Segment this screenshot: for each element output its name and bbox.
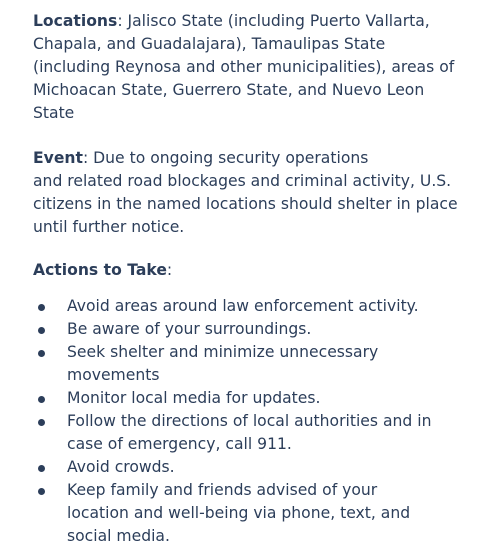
actions-heading: Actions to Take: bbox=[33, 261, 173, 279]
bullet-icon bbox=[38, 350, 45, 357]
locations-label: Locations bbox=[33, 12, 118, 30]
bullet-icon bbox=[38, 396, 45, 403]
actions-label: Actions to Take bbox=[33, 261, 167, 279]
list-item: Avoid crowds. bbox=[33, 456, 473, 479]
event-line-3: citizens in the named locations should shelter in place bbox=[33, 195, 458, 213]
bullet-icon bbox=[38, 419, 45, 426]
locations-line-5: State bbox=[33, 104, 75, 122]
event-label: Event bbox=[33, 149, 83, 167]
locations-paragraph bbox=[33, 10, 473, 125]
locations-line-3: (including Reynosa and other municipalities), areas of bbox=[33, 58, 455, 76]
event-line-4: until further notice. bbox=[33, 218, 185, 236]
list-item: Be aware of your surroundings. bbox=[33, 318, 473, 341]
event-line-2: and related road blockages and criminal activity, U.S. bbox=[33, 172, 452, 190]
locations-line-1: Locations: Jalisco State (including Puerto Vallarta, bbox=[33, 12, 430, 30]
locations-line-4: Michoacan State, Guerrero State, and Nuevo Leon bbox=[33, 81, 425, 99]
bullet-icon bbox=[38, 327, 45, 334]
actions-list bbox=[33, 295, 473, 548]
list-item: Keep family and friends advised of your location and well-being via phone, text, and social media. bbox=[33, 479, 473, 548]
event-paragraph bbox=[33, 147, 473, 239]
event-line-1: Event: Due to ongoing security operations bbox=[33, 149, 369, 167]
bullet-icon bbox=[38, 304, 45, 311]
list-item: Monitor local media for updates. bbox=[33, 387, 473, 410]
list-item: Avoid areas around law enforcement activity. bbox=[33, 295, 473, 318]
bullet-icon bbox=[38, 488, 45, 495]
list-item: Seek shelter and minimize unnecessary movements bbox=[33, 341, 473, 387]
bullet-icon bbox=[38, 465, 45, 472]
locations-line-2: Chapala, and Guadalajara), Tamaulipas State bbox=[33, 35, 386, 53]
list-item: Follow the directions of local authorities and in case of emergency, call 911. bbox=[33, 410, 473, 456]
